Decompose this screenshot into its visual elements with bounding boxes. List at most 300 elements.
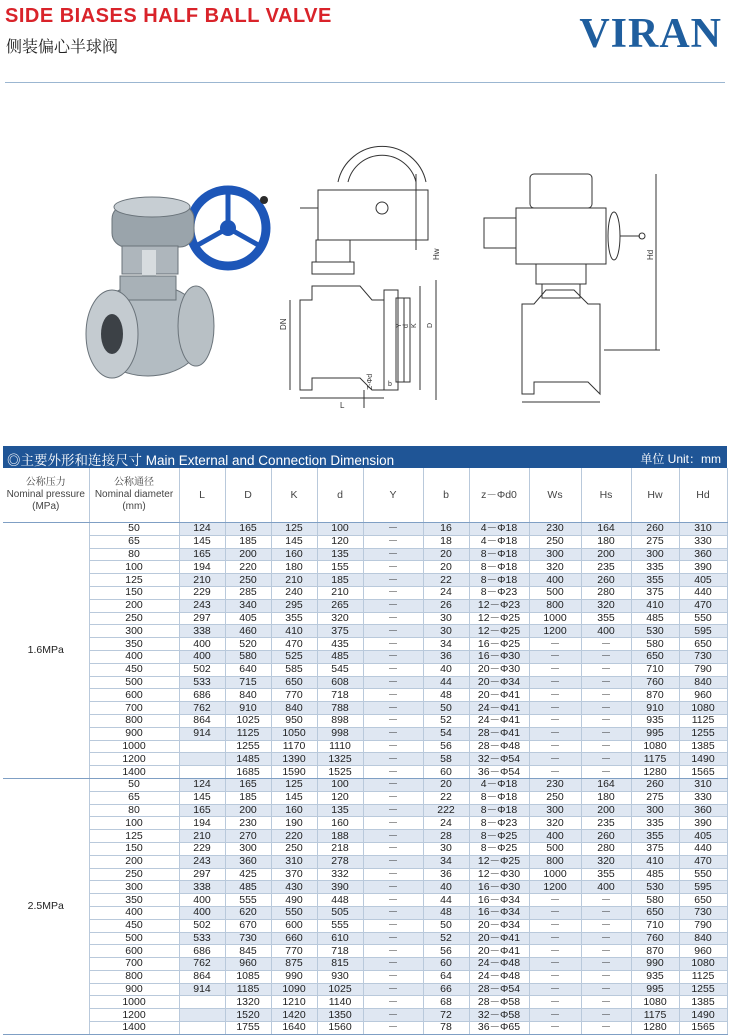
dimension-cell: － <box>363 778 423 791</box>
dimension-cell: 1255 <box>225 740 271 753</box>
nominal-pressure-cell: 1.6MPa <box>3 523 89 779</box>
dimension-cell: 260 <box>631 523 679 536</box>
dimension-cell: 250 <box>225 574 271 587</box>
dimension-cell: 330 <box>679 791 727 804</box>
dimension-cell: 20－Φ34 <box>469 676 529 689</box>
dimension-cell: － <box>363 766 423 779</box>
dimension-cell: 12－Φ25 <box>469 612 529 625</box>
dimension-cell: 1255 <box>679 727 727 740</box>
dimension-cell: 1490 <box>679 753 727 766</box>
nominal-diameter-cell: 1200 <box>89 753 179 766</box>
dimension-cell: 145 <box>179 791 225 804</box>
dimension-cell: － <box>363 958 423 971</box>
dimension-cell: 260 <box>581 830 631 843</box>
dimension-cell: 405 <box>225 612 271 625</box>
dimension-cell: － <box>363 791 423 804</box>
dimension-cell: 400 <box>179 894 225 907</box>
dimension-cell: 840 <box>225 689 271 702</box>
dimension-cell: 400 <box>581 881 631 894</box>
dimension-cell: 730 <box>679 650 727 663</box>
dimension-cell: 125 <box>271 778 317 791</box>
dimension-cell: 555 <box>225 894 271 907</box>
dimension-cell: 1350 <box>317 1009 363 1022</box>
table-row <box>3 842 727 855</box>
dimension-cell: 28－Φ48 <box>469 740 529 753</box>
dimension-cell: 34 <box>423 855 469 868</box>
dimension-cell: 338 <box>179 625 225 638</box>
dimension-cell: 30 <box>423 612 469 625</box>
dimension-cell: 533 <box>179 932 225 945</box>
dimension-cell: 500 <box>529 842 581 855</box>
dimension-cell: 185 <box>317 574 363 587</box>
dimension-cell: － <box>581 1009 631 1022</box>
dimension-cell <box>179 753 225 766</box>
dimension-cell: 78 <box>423 1022 469 1035</box>
dimension-cell: 12－Φ25 <box>469 855 529 868</box>
dimension-cell: 135 <box>317 804 363 817</box>
nominal-diameter-cell: 350 <box>89 894 179 907</box>
dimension-cell: 58 <box>423 753 469 766</box>
table-row <box>3 702 727 715</box>
dimension-cell: 875 <box>271 958 317 971</box>
dimension-cell: 1210 <box>271 996 317 1009</box>
dimension-cell: 555 <box>317 919 363 932</box>
header-diameter-cn: 公称通径 <box>114 477 154 488</box>
dimension-cell: － <box>581 714 631 727</box>
nominal-diameter-cell: 65 <box>89 535 179 548</box>
dimension-cell: － <box>363 561 423 574</box>
dim-label-hw: Hw <box>432 248 441 260</box>
dimension-cell: 64 <box>423 970 469 983</box>
dimension-cell: 28－Φ41 <box>469 727 529 740</box>
dimension-cell: － <box>529 906 581 919</box>
dimension-cell: 762 <box>179 702 225 715</box>
dimension-cell: 218 <box>317 842 363 855</box>
nominal-diameter-cell: 50 <box>89 523 179 536</box>
dimension-cell: 194 <box>179 561 225 574</box>
dimension-cell: 580 <box>631 894 679 907</box>
dimension-cell: 22 <box>423 791 469 804</box>
dimension-cell: 870 <box>631 689 679 702</box>
dimension-cell: 550 <box>271 906 317 919</box>
dimension-cell: 36 <box>423 650 469 663</box>
dimension-cell: 620 <box>225 906 271 919</box>
dimension-cell: 20－Φ34 <box>469 919 529 932</box>
dimension-cell <box>179 1022 225 1035</box>
dimension-cell: 40 <box>423 881 469 894</box>
dimension-cell: － <box>581 753 631 766</box>
dimension-cell: 1080 <box>631 740 679 753</box>
dimension-cell: 845 <box>225 945 271 958</box>
dimension-cell: 180 <box>581 791 631 804</box>
nominal-diameter-cell: 900 <box>89 983 179 996</box>
table-row <box>3 676 727 689</box>
dimension-cell: 320 <box>529 561 581 574</box>
dimension-cell: 840 <box>679 676 727 689</box>
dimension-cell: 20 <box>423 561 469 574</box>
table-row <box>3 1022 727 1035</box>
table-row <box>3 1009 727 1022</box>
dimension-cell: 300 <box>225 842 271 855</box>
dimension-cell: － <box>529 714 581 727</box>
dimension-cell: － <box>529 1009 581 1022</box>
dimension-cell: 16－Φ30 <box>469 881 529 894</box>
dimension-cell: 1490 <box>679 1009 727 1022</box>
dimension-cell: 840 <box>679 932 727 945</box>
dimension-cell: 24 <box>423 817 469 830</box>
table-row <box>3 625 727 638</box>
dimension-cell: 580 <box>631 638 679 651</box>
dimension-cell: 20 <box>423 778 469 791</box>
dimension-cell: 40 <box>423 663 469 676</box>
dimension-cell: 243 <box>179 855 225 868</box>
header-col-hw: Hw <box>631 468 679 523</box>
dim-label-k: K <box>411 323 418 328</box>
table-row <box>3 919 727 932</box>
dimension-cell: 100 <box>317 523 363 536</box>
dim-label-small-d: d <box>403 324 410 328</box>
dim-label-z-phi: Z-Φd <box>367 373 374 390</box>
dimension-cell: 600 <box>271 919 317 932</box>
dimension-cell: 1255 <box>679 983 727 996</box>
dimension-cell: － <box>529 766 581 779</box>
dimension-cell: 24 <box>423 586 469 599</box>
dimension-cell: － <box>581 740 631 753</box>
dimension-cell: 1125 <box>679 970 727 983</box>
dimension-cell: 1175 <box>631 753 679 766</box>
dimension-cell: 770 <box>271 945 317 958</box>
dimension-cell: 235 <box>581 561 631 574</box>
dimension-cell: 50 <box>423 702 469 715</box>
dimension-cell: 1000 <box>529 868 581 881</box>
dimension-cell: 1485 <box>225 753 271 766</box>
dimension-cell: － <box>363 1022 423 1035</box>
dimension-cell: 1385 <box>679 740 727 753</box>
dimension-cell: 1000 <box>529 612 581 625</box>
dimension-cell: 1565 <box>679 766 727 779</box>
dimension-cell: 145 <box>179 535 225 548</box>
header-col-l: L <box>179 468 225 523</box>
dimension-cell: － <box>581 766 631 779</box>
dimension-cell: － <box>363 996 423 1009</box>
dimension-cell: － <box>363 906 423 919</box>
dimension-cell: － <box>363 586 423 599</box>
dimension-cell: 16－Φ34 <box>469 894 529 907</box>
dimension-cell: － <box>363 970 423 983</box>
dimension-cell: 710 <box>631 663 679 676</box>
nominal-diameter-cell: 600 <box>89 945 179 958</box>
dimension-cell: 124 <box>179 778 225 791</box>
dimension-cell <box>179 1009 225 1022</box>
dimension-cell: 1755 <box>225 1022 271 1035</box>
dimension-cell: － <box>581 958 631 971</box>
dimension-cell: 898 <box>317 714 363 727</box>
dimension-cell: 24－Φ41 <box>469 714 529 727</box>
table-row <box>3 945 727 958</box>
table-row <box>3 612 727 625</box>
dimension-cell: 800 <box>529 599 581 612</box>
dimension-cell: 185 <box>225 791 271 804</box>
dimension-cell: 8－Φ18 <box>469 561 529 574</box>
dimension-cell: 60 <box>423 766 469 779</box>
dimension-cell: 194 <box>179 817 225 830</box>
dimension-cell: 8－Φ18 <box>469 804 529 817</box>
dimension-cell: 505 <box>317 906 363 919</box>
header-col-ws: Ws <box>529 468 581 523</box>
dimension-cell: 650 <box>679 638 727 651</box>
dimension-cell: 1525 <box>317 766 363 779</box>
table-row <box>3 548 727 561</box>
dimension-cell: 760 <box>631 932 679 945</box>
table-row <box>3 753 727 766</box>
dimension-cell: 275 <box>631 791 679 804</box>
dimension-cell: 300 <box>529 548 581 561</box>
dimension-cell: 790 <box>679 919 727 932</box>
nominal-diameter-cell: 200 <box>89 855 179 868</box>
dimension-cell: 502 <box>179 919 225 932</box>
dimension-cell: 164 <box>581 778 631 791</box>
dimension-cell: － <box>363 894 423 907</box>
nominal-diameter-cell: 1000 <box>89 740 179 753</box>
valve-drawings <box>0 90 730 430</box>
dimension-cell: 12－Φ23 <box>469 599 529 612</box>
dimension-cell: 30 <box>423 842 469 855</box>
dimension-table-title: ◎主要外形和连接尺寸 Main External and Connection Dimension <box>7 453 395 468</box>
dimension-cell: 485 <box>317 650 363 663</box>
dimension-cell: 188 <box>317 830 363 843</box>
dimension-cell: 1085 <box>225 970 271 983</box>
dimension-cell: 16 <box>423 523 469 536</box>
dimension-cell: 1565 <box>679 1022 727 1035</box>
table-row <box>3 586 727 599</box>
dimension-cell: 310 <box>271 855 317 868</box>
dimension-cell: － <box>581 970 631 983</box>
dimension-cell: 8－Φ23 <box>469 586 529 599</box>
dimension-cell: － <box>581 676 631 689</box>
header-col-hd: Hd <box>679 468 727 523</box>
dimension-cell: 485 <box>225 881 271 894</box>
dimension-table <box>3 468 728 1035</box>
dimension-cell: 914 <box>179 983 225 996</box>
dimension-cell: 520 <box>225 638 271 651</box>
dimension-cell: 1025 <box>317 983 363 996</box>
dimension-cell: 8－Φ18 <box>469 548 529 561</box>
dimension-cell: 485 <box>631 868 679 881</box>
dimension-cell: 640 <box>225 663 271 676</box>
dimension-cell: － <box>529 740 581 753</box>
dimension-cell: － <box>363 842 423 855</box>
dimension-cell: 460 <box>225 625 271 638</box>
header-pressure-en: Nominal pressure <box>6 489 85 500</box>
dimension-cell: － <box>529 996 581 1009</box>
nominal-diameter-cell: 800 <box>89 714 179 727</box>
dimension-cell: 1390 <box>271 753 317 766</box>
dimension-cell: 370 <box>271 868 317 881</box>
dimension-cell: 8－Φ18 <box>469 791 529 804</box>
dimension-cell: 36－Φ54 <box>469 766 529 779</box>
table-row <box>3 894 727 907</box>
dimension-cell: － <box>529 958 581 971</box>
dimension-cell: 930 <box>317 970 363 983</box>
dimension-cell: 230 <box>529 523 581 536</box>
dimension-cell: 320 <box>581 855 631 868</box>
dimension-cell: 260 <box>581 574 631 587</box>
dimension-cell: 550 <box>679 612 727 625</box>
dimension-cell: 1175 <box>631 1009 679 1022</box>
dimension-cell: － <box>581 945 631 958</box>
dimension-cell: 375 <box>631 586 679 599</box>
dimension-cell: 125 <box>271 523 317 536</box>
dimension-cell: 360 <box>679 548 727 561</box>
dimension-cell: 1110 <box>317 740 363 753</box>
dimension-cell: 864 <box>179 714 225 727</box>
dimension-cell: 120 <box>317 791 363 804</box>
nominal-diameter-cell: 450 <box>89 663 179 676</box>
dimension-cell: 265 <box>317 599 363 612</box>
dimension-cell: 300 <box>529 804 581 817</box>
nominal-diameter-cell: 350 <box>89 638 179 651</box>
dimension-cell: 165 <box>225 523 271 536</box>
dimension-cell: 145 <box>271 791 317 804</box>
dimension-cell: 405 <box>679 574 727 587</box>
dimension-cell: 56 <box>423 945 469 958</box>
dimension-cell: 530 <box>631 625 679 638</box>
dimension-cell: 1125 <box>225 727 271 740</box>
dimension-table-body <box>3 523 727 1035</box>
dimension-cell: 16－Φ34 <box>469 906 529 919</box>
dimension-cell: 18 <box>423 535 469 548</box>
dimension-cell: 295 <box>271 599 317 612</box>
dimension-cell: 4－Φ18 <box>469 535 529 548</box>
dimension-cell: 235 <box>581 817 631 830</box>
dimension-cell: － <box>363 599 423 612</box>
dimension-cell: 1590 <box>271 766 317 779</box>
dimension-cell: 650 <box>631 906 679 919</box>
nominal-diameter-cell: 800 <box>89 970 179 983</box>
dimension-cell: 297 <box>179 868 225 881</box>
dimension-cell: 1170 <box>271 740 317 753</box>
dimension-cell: 1025 <box>225 714 271 727</box>
dimension-cell: 100 <box>317 778 363 791</box>
dimension-cell: － <box>529 727 581 740</box>
table-row <box>3 574 727 587</box>
dimension-cell: 585 <box>271 663 317 676</box>
dimension-cell: － <box>581 1022 631 1035</box>
dimension-cell: 240 <box>271 586 317 599</box>
dimension-cell: 910 <box>631 702 679 715</box>
side-view-drawing <box>290 146 436 408</box>
dimension-cell: － <box>363 1009 423 1022</box>
dimension-cell: 250 <box>271 842 317 855</box>
dimension-cell: 1090 <box>271 983 317 996</box>
dimension-cell: － <box>529 676 581 689</box>
dimension-cell: 180 <box>271 561 317 574</box>
dimension-cell: － <box>529 983 581 996</box>
dimension-cell: 430 <box>271 881 317 894</box>
dimension-cell: 375 <box>631 842 679 855</box>
dimension-cell: 502 <box>179 663 225 676</box>
dimension-cell: 440 <box>679 842 727 855</box>
dimension-cell: 448 <box>317 894 363 907</box>
dimension-cell: － <box>363 868 423 881</box>
dimension-cell: 68 <box>423 996 469 1009</box>
dimension-cell: 990 <box>271 970 317 983</box>
dimension-cell: 30 <box>423 625 469 638</box>
dimension-cell: 165 <box>179 804 225 817</box>
nominal-diameter-cell: 450 <box>89 919 179 932</box>
dimension-cell: 52 <box>423 932 469 945</box>
dimension-cell: － <box>581 996 631 1009</box>
dim-label-l: L <box>340 401 345 410</box>
dimension-cell: － <box>363 689 423 702</box>
dimension-cell: 800 <box>529 855 581 868</box>
dimension-cell: 1685 <box>225 766 271 779</box>
nominal-diameter-cell: 500 <box>89 676 179 689</box>
dimension-cell: 165 <box>179 548 225 561</box>
dimension-cell: 26 <box>423 599 469 612</box>
dimension-cell: 330 <box>679 535 727 548</box>
dimension-cell: 16－Φ25 <box>469 638 529 651</box>
dimension-cell: 1200 <box>529 625 581 638</box>
dimension-cell: 730 <box>225 932 271 945</box>
table-row <box>3 638 727 651</box>
table-row <box>3 523 727 536</box>
table-row <box>3 663 727 676</box>
dimension-cell: 660 <box>271 932 317 945</box>
dimension-cell: 1185 <box>225 983 271 996</box>
table-row <box>3 817 727 830</box>
table-row <box>3 830 727 843</box>
dimension-cell: 914 <box>179 727 225 740</box>
dimension-cell: 400 <box>529 574 581 587</box>
dimension-cell: 155 <box>317 561 363 574</box>
dimension-cell: 718 <box>317 689 363 702</box>
dimension-cell: 435 <box>317 638 363 651</box>
dimension-cell: － <box>581 727 631 740</box>
dimension-cell: 210 <box>271 574 317 587</box>
dimension-cell: 32－Φ54 <box>469 753 529 766</box>
table-row <box>3 996 727 1009</box>
dimension-cell: 24－Φ41 <box>469 702 529 715</box>
dimension-cell: 400 <box>529 830 581 843</box>
dimension-cell: 36－Φ65 <box>469 1022 529 1035</box>
dimension-cell: － <box>363 663 423 676</box>
dimension-cell: 1385 <box>679 996 727 1009</box>
dimension-cell: 950 <box>271 714 317 727</box>
dim-label-hd: Hd <box>646 249 655 260</box>
nominal-diameter-cell: 80 <box>89 804 179 817</box>
dimension-cell: 610 <box>317 932 363 945</box>
dimension-cell: － <box>363 753 423 766</box>
dimension-cell: 410 <box>631 599 679 612</box>
nominal-diameter-cell: 80 <box>89 548 179 561</box>
dimension-cell: 270 <box>225 830 271 843</box>
dimension-cell: － <box>363 817 423 830</box>
dimension-cell: － <box>529 702 581 715</box>
dimension-cell: 145 <box>271 535 317 548</box>
dimension-cell: 686 <box>179 945 225 958</box>
dimension-cell: － <box>581 663 631 676</box>
dimension-cell: 355 <box>581 868 631 881</box>
nominal-diameter-cell: 600 <box>89 689 179 702</box>
dimension-cell: 50 <box>423 919 469 932</box>
table-row <box>3 599 727 612</box>
dimension-cell: 332 <box>317 868 363 881</box>
dimension-cell: 160 <box>271 804 317 817</box>
dimension-cell: 200 <box>581 804 631 817</box>
nominal-diameter-cell: 300 <box>89 625 179 638</box>
dimension-cell: 410 <box>271 625 317 638</box>
